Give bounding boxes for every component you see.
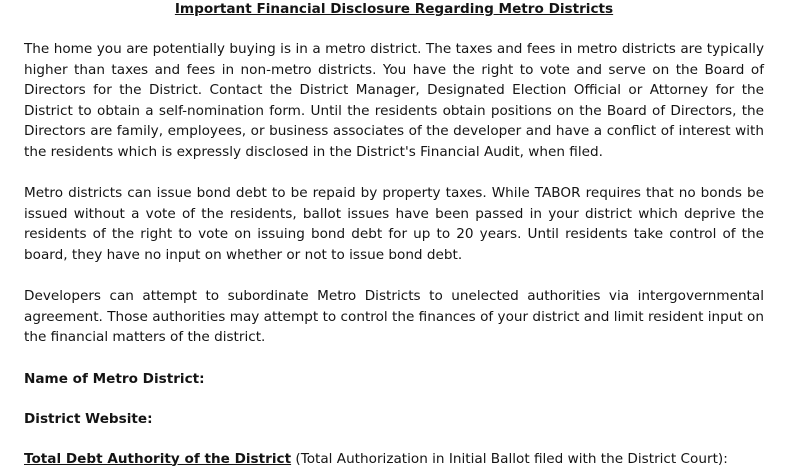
- paragraph-bond-debt: Metro districts can issue bond debt to be repaid by property taxes. While TABOR requires that no bonds be issued without a vote of the residents, ballot issues have been passed in your district which deprive the residents of the right to vote on issuing bond debt for up to 20 years. Until residents take control of the board, they have no input on whether or not to issue bond debt.: [24, 185, 764, 263]
- paragraph-intergovernmental-agreement: Developers can attempt to subordinate Metro Districts to unelected authorities via intergovernmental agreement. Those authorities may attempt to control the finances of your district and limit resident input on the financial matters of the district.: [24, 288, 764, 345]
- field-total-debt-authority: [24, 449, 764, 469]
- field-label-debt: Total Debt Authority of the District: [24, 450, 292, 467]
- field-note-debt: (Total Authorization in Initial Ballot filed with the District Court):: [291, 450, 728, 467]
- field-label-name: Name of Metro District:: [24, 370, 205, 387]
- field-label-website: District Website:: [24, 410, 153, 427]
- field-metro-district-name: [24, 369, 764, 389]
- disclosure-page: [24, 0, 764, 469]
- document-title: Important Financial Disclosure Regarding Metro Districts: [174, 1, 614, 17]
- paragraph-metro-district-taxes: The home you are potentially buying is in a metro district. The taxes and fees in metro districts are typically higher than taxes and fees in non-metro districts. You have the right to vote and serve on the Board of Directors for the District. Contact the District Manager, Designated Election Official or Attorney for the District to obtain a self-nomination form. Until the residents obtain positions on the Board of Directors, the Directors are family, employees, or business associates of the developer and have a conflict of interest with the residents which is expressly disclosed in the District's Financial Audit, when filed.: [24, 41, 764, 160]
- field-district-website: [24, 409, 764, 429]
